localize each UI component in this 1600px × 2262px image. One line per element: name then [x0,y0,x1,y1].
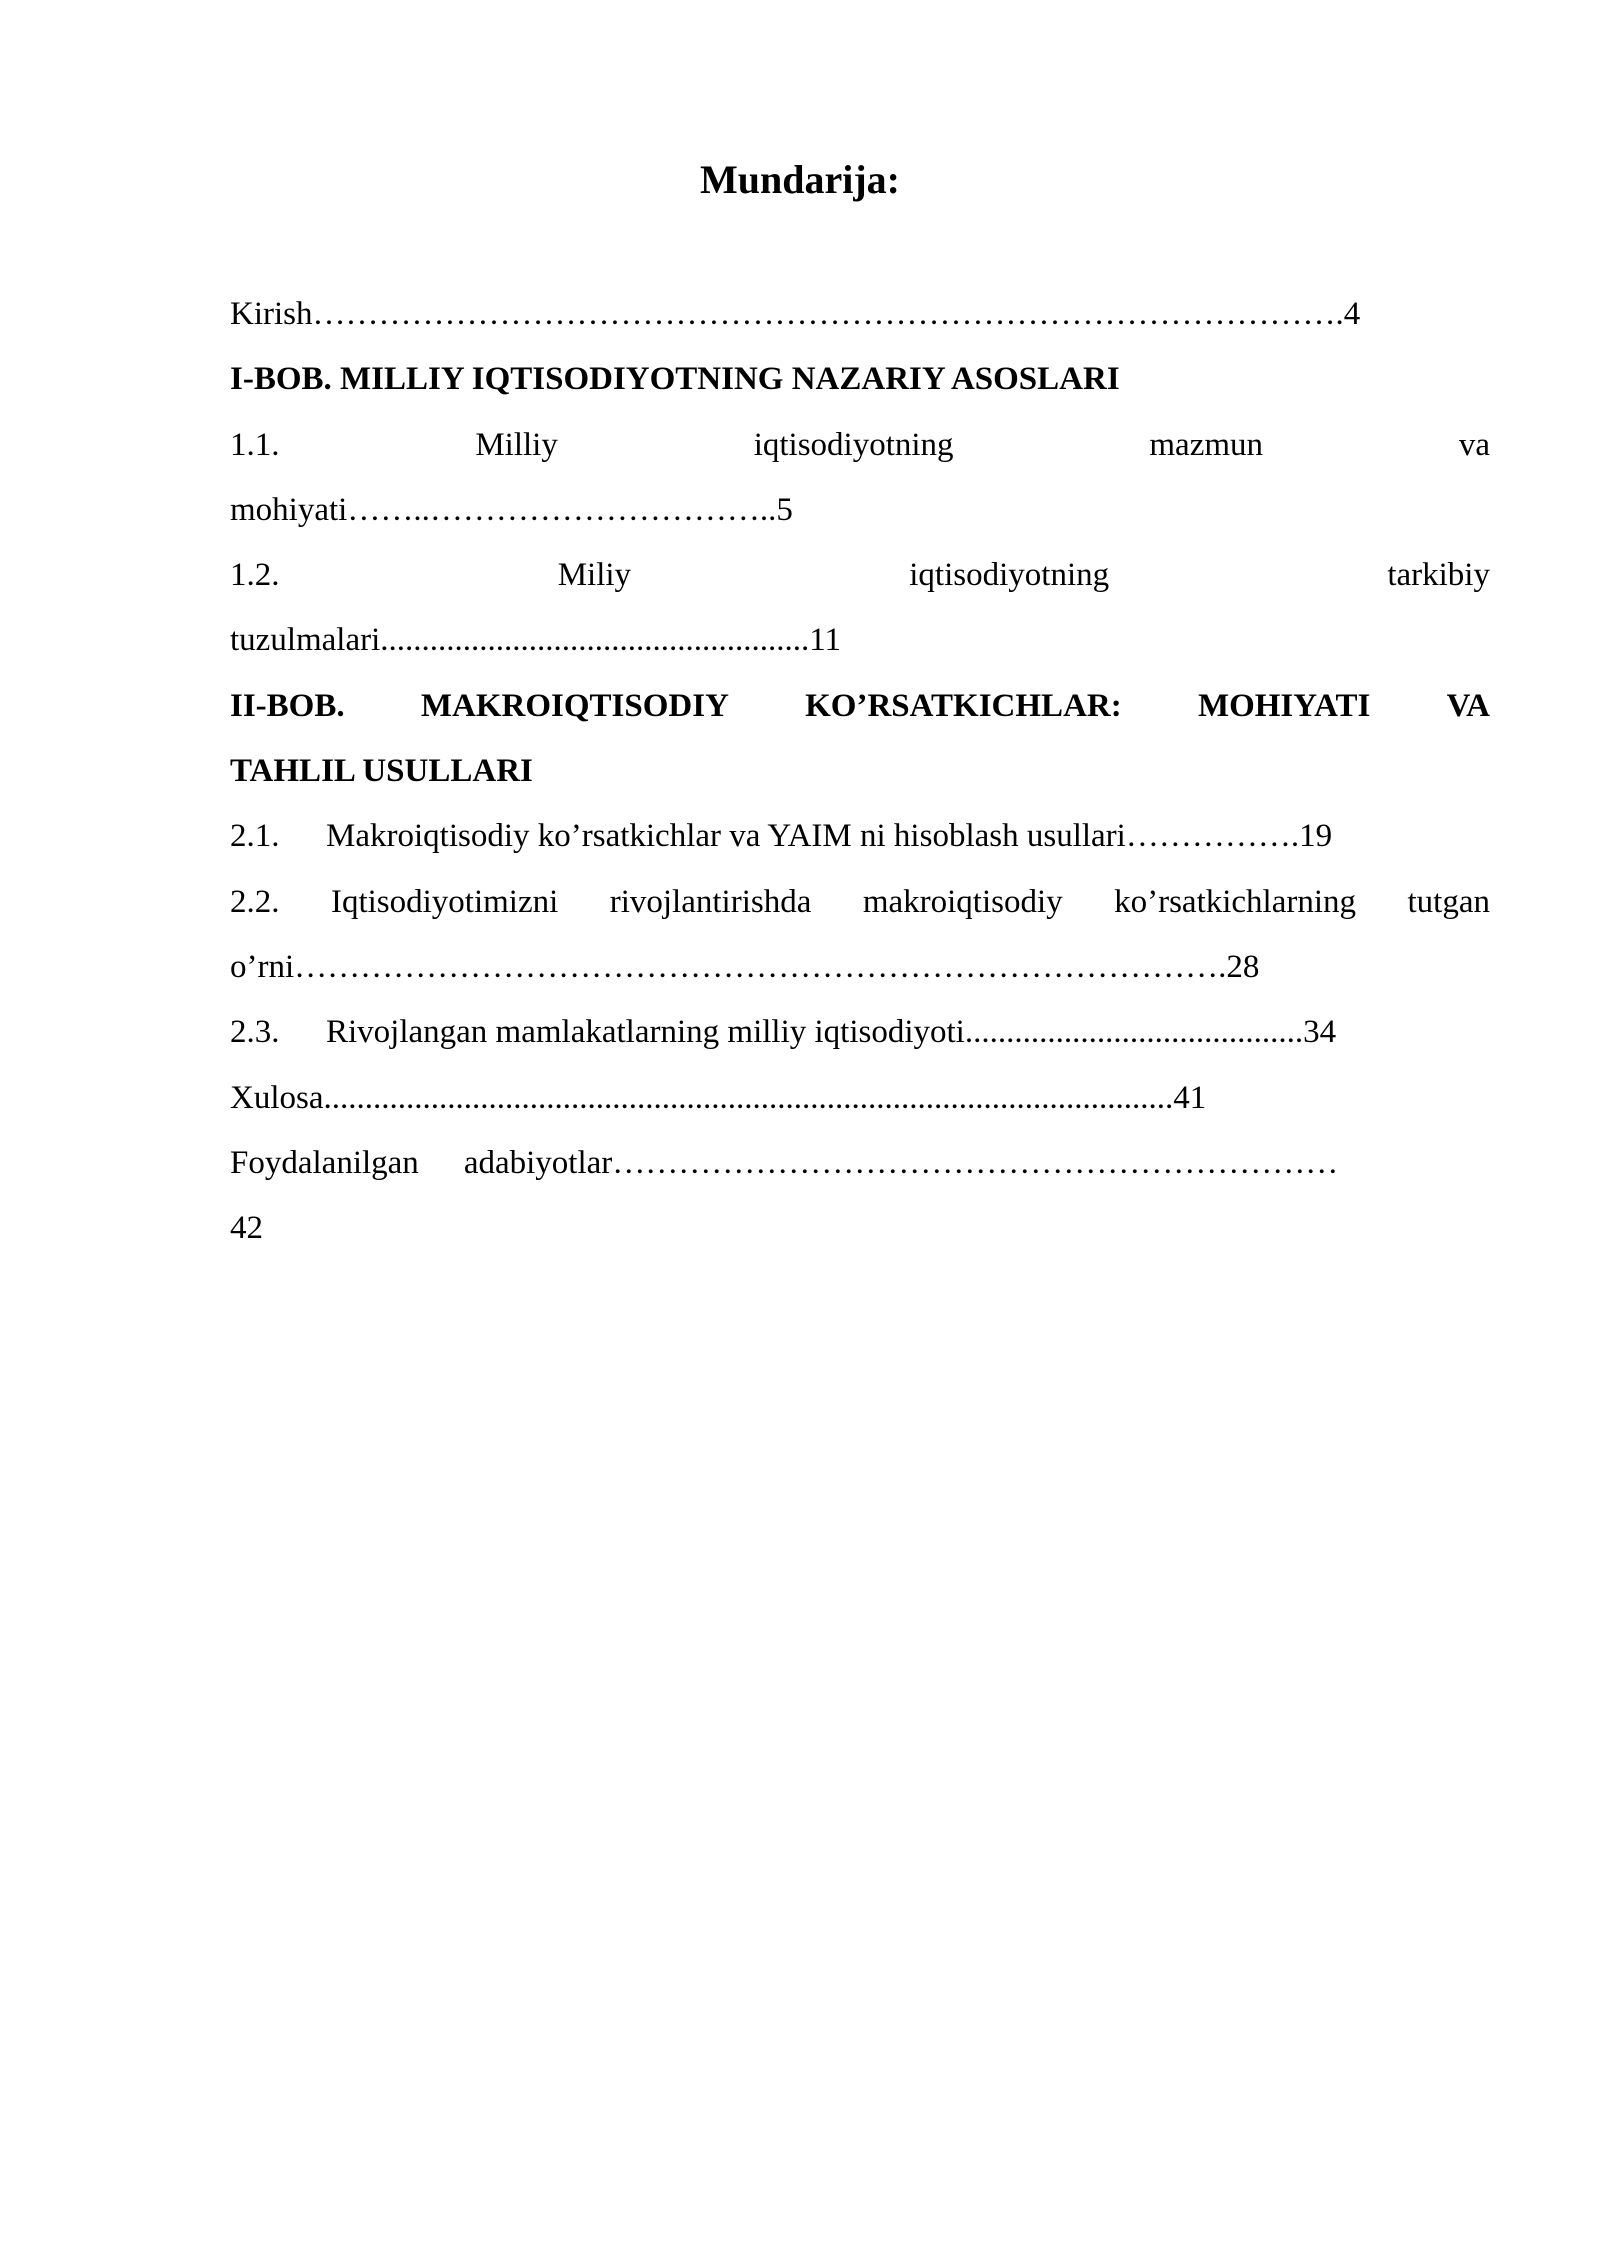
toc-entry-word: rivojlantirishda [609,883,812,920]
toc-entry-word: iqtisodiyotning [909,557,1110,594]
toc-entry-xulosa[interactable] [230,1066,1490,1131]
toc-entry-word: makroiqtisodiy [862,883,1063,920]
toc-section-number: 2.3. [230,1014,280,1051]
toc-chapter-word: MAKROIQTISODIY [420,687,729,724]
toc-chapter-word: II-BOB. [230,687,345,724]
toc-entry-word: Miliy [557,557,632,594]
toc-chapter-label: I-BOB. MILLIY IQTISODIYOTNING NAZARIY ASOSLARI [230,361,1120,398]
page-title: Mundarija: [700,157,900,202]
toc-chapter-label: TAHLIL USULLARI [230,753,533,790]
toc-entry-word: iqtisodiyotning [753,426,954,463]
toc-section-number: 2.2. [230,883,280,920]
toc-chapter-word: MOHIYATI [1197,687,1371,724]
toc-entry-label: Foydalanilgan [230,1144,419,1181]
toc-entry-1-2-continuation[interactable] [230,608,1490,673]
toc-entry-1-2[interactable] [230,543,1490,608]
toc-entry-word: tarkibiy [1387,557,1490,594]
toc-entry-word: mazmun [1149,426,1264,463]
toc-entry-word: va [1458,426,1490,463]
toc-entry-label: o’rni………………………………………………………………………….28 [230,948,1260,985]
toc-section-number: 1.1. [230,426,280,463]
toc-entry-word: tutgan [1407,883,1490,920]
toc-chapter-1-heading[interactable] [230,347,1490,412]
toc-entry-label: Xulosa.......................................................................................................41 [230,1079,1207,1116]
toc-entry-label: tuzulmalari....................................................11 [230,622,842,659]
toc-entry-foydalanilgan-page[interactable] [230,1196,1490,1261]
toc-chapter-2-heading-continuation[interactable] [230,739,1490,804]
toc-chapter-word: KO’RSATKICHLAR: [805,687,1122,724]
toc-entry-label: mohiyati……..…………………………..5 [230,491,793,528]
toc-entry-word: Iqtisodiyotimizni [330,883,559,920]
toc-entry-word: Milliy [475,426,558,463]
toc-section-number: 2.1. [230,818,280,855]
toc-chapter-word: VA [1446,687,1490,724]
toc-entry-label: Makroiqtisodiy ko’rsatkichlar va YAIM ni hisoblash usullari…………….19 [326,818,1333,855]
toc-entry-2-2-continuation[interactable] [230,935,1490,1000]
toc-entry-2-1[interactable] [230,804,1490,869]
toc-entry-kirish[interactable] [230,282,1490,347]
toc-entry-label: Rivojlangan mamlakatlarning milliy iqtisodiyoti.........................................34 [326,1014,1337,1051]
toc-entry-foydalanilgan-adabiyotlar[interactable] [230,1131,1490,1196]
table-of-contents [230,282,1490,1261]
toc-entry-label: adabiyotlar………………………………………………………… [463,1144,1339,1181]
toc-entry-1-1[interactable] [230,413,1490,478]
toc-entry-label: Kirish………………………………………………………………………………….4 [230,296,1361,332]
toc-chapter-2-heading[interactable] [230,674,1490,739]
toc-section-number: 1.2. [230,557,280,594]
toc-entry-word: ko’rsatkichlarning [1114,883,1357,920]
toc-entry-1-1-continuation[interactable] [230,478,1490,543]
toc-page-number: 42 [230,1210,263,1247]
toc-entry-2-3[interactable] [230,1000,1490,1065]
toc-entry-2-2[interactable] [230,870,1490,935]
